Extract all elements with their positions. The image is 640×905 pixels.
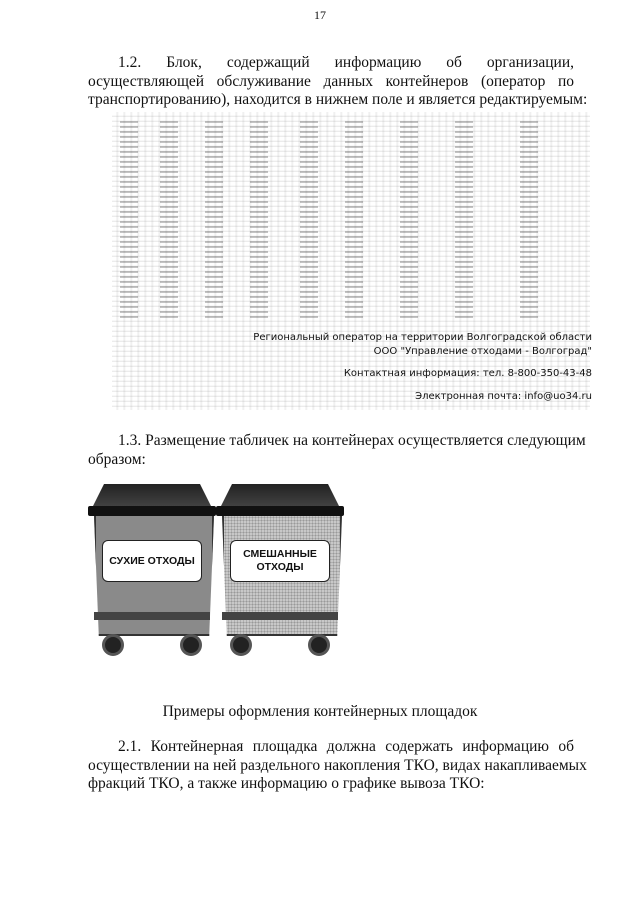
container-lid	[92, 484, 212, 508]
paragraph-line: 1.2. Блок, содержащий информацию об организации,	[118, 54, 574, 71]
wheel-icon	[180, 634, 202, 656]
page-number: 17	[314, 8, 326, 22]
scan-noise-column	[520, 118, 538, 318]
paragraph-line: фракций ТКО, а также информацию о графике вывоза ТКО:	[88, 775, 485, 792]
scan-noise-column	[205, 118, 223, 318]
operator-company-line: ООО "Управление отходами - Волгоград"	[373, 346, 592, 357]
operator-region-line: Региональный оператор на территории Волгоградской области	[253, 332, 592, 343]
mixed-waste-container	[216, 484, 344, 662]
container-band	[94, 612, 210, 620]
wheel-icon	[308, 634, 330, 656]
section-2-1-paragraph	[88, 738, 587, 794]
scan-noise-column	[455, 118, 473, 318]
scan-noise-column	[250, 118, 268, 318]
figure-caption: Примеры оформления контейнерных площадок	[162, 703, 478, 720]
scan-noise-column	[120, 118, 138, 318]
paragraph-line: образом:	[88, 450, 146, 468]
scan-noise-column	[400, 118, 418, 318]
container-band	[222, 612, 338, 620]
container-label: СУХИЕ ОТХОДЫ	[102, 540, 202, 582]
container-rim	[88, 506, 216, 516]
container-rim	[216, 506, 344, 516]
paragraph-line: 2.1. Контейнерная площадка должна содержать информацию об	[118, 738, 574, 755]
section-1-2-paragraph	[88, 54, 588, 110]
paragraph-line: осуществлении на ней раздельного накопления ТКО, видах накапливаемых	[88, 756, 587, 774]
container-label: СМЕШАННЫЕ ОТХОДЫ	[230, 540, 330, 582]
containers-illustration	[88, 484, 348, 664]
wheel-icon	[230, 634, 252, 656]
paragraph-line: осуществляющей обслуживание данных контейнеров (оператор по	[88, 72, 574, 90]
paragraph-line: 1.3. Размещение табличек на контейнерах осуществляется следующим	[118, 432, 586, 449]
operator-email-line: Электронная почта: info@uo34.ru	[415, 391, 592, 402]
container-lid	[220, 484, 340, 508]
wheel-icon	[102, 634, 124, 656]
dry-waste-container	[88, 484, 216, 662]
scan-noise-column	[300, 118, 318, 318]
section-1-3-paragraph	[88, 432, 586, 469]
scan-noise-column	[160, 118, 178, 318]
scan-noise-column	[345, 118, 363, 318]
paragraph-line: транспортированию), находится в нижнем поле и является редактируемым:	[88, 91, 588, 108]
operator-phone-line: Контактная информация: тел. 8-800-350-43-48	[343, 368, 592, 379]
